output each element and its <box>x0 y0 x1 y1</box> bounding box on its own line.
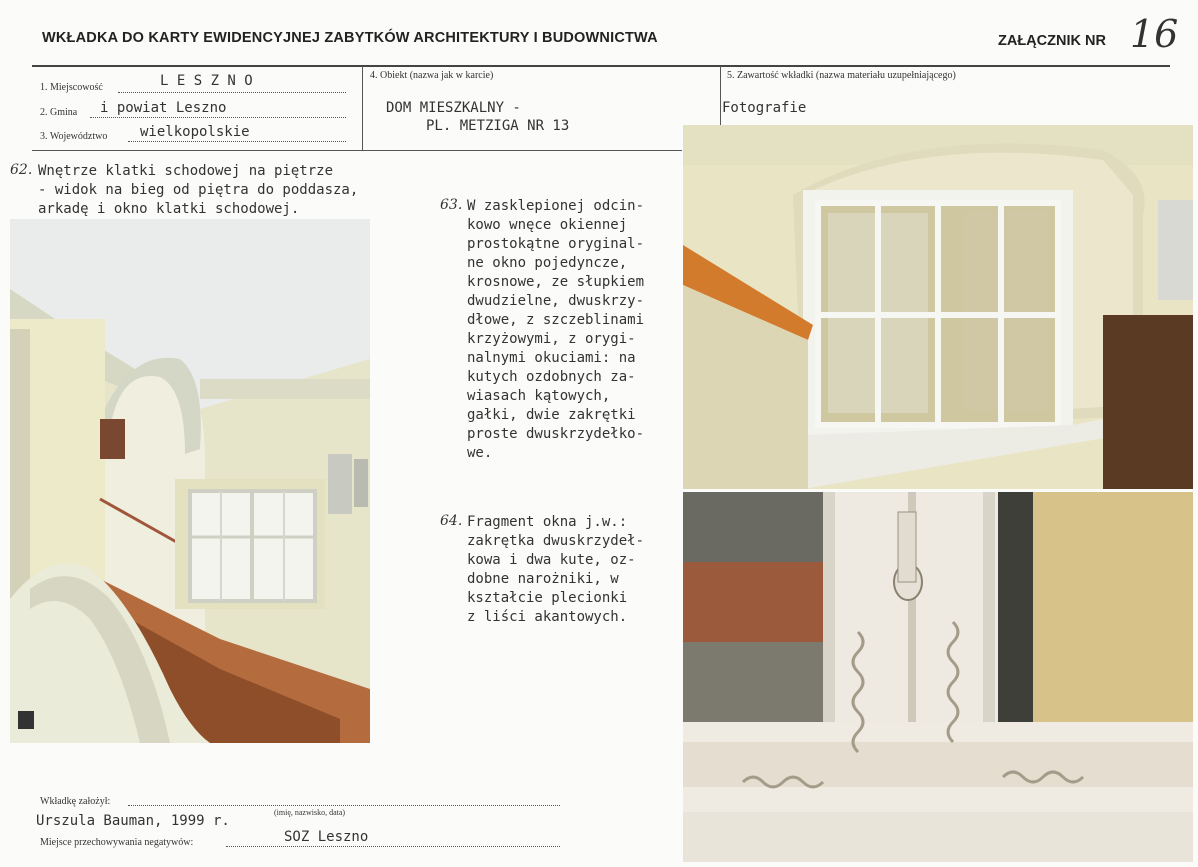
municipality-value: i powiat Leszno <box>100 100 227 116</box>
locality-dots <box>118 92 346 93</box>
locality-value: L E S Z N O <box>160 73 253 89</box>
voivodeship-dots <box>128 141 346 142</box>
object-label: 4. Obiekt (nazwa jak w karcie) <box>370 70 494 81</box>
contents-label: 5. Zawartość wkładki (nazwa materiału uzupełniającego) <box>727 70 956 81</box>
author-value: Urszula Bauman, 1999 r. <box>36 813 230 829</box>
municipality-dots <box>90 117 346 118</box>
card-title: WKŁADKA DO KARTY EWIDENCYJNEJ ZABYTKÓW ARCHITEKTURY I BUDOWNICTWA <box>42 30 658 46</box>
caption-64-number: 64. <box>440 513 463 529</box>
author-dots <box>128 805 560 806</box>
object-line-1: DOM MIESZKALNY - <box>386 100 521 116</box>
attachment-number: 16 <box>1130 12 1179 56</box>
negatives-dots <box>226 846 560 847</box>
header-rule <box>32 65 1170 67</box>
caption-62-text: Wnętrze klatki schodowej na piętrze - widok na bieg od piętra do poddasza, arkadę i okno klatki schodowej. <box>38 163 359 217</box>
municipality-label: 2. Gmina <box>40 107 78 118</box>
column-divider-1 <box>362 66 363 150</box>
caption-62-number: 62. <box>10 162 33 178</box>
fields-bottom-rule <box>32 150 682 151</box>
column-divider-2 <box>720 66 721 126</box>
attachment-label: ZAŁĄCZNIK NR <box>998 33 1106 49</box>
object-line-2: PL. METZIGA NR 13 <box>426 118 570 134</box>
negatives-label: Miejsce przechowywania negatywów: <box>40 837 194 848</box>
photo-window-niche <box>683 125 1193 489</box>
caption-63-text: W zasklepionej odcin- kowo wnęce okiennej prostokątne oryginal- ne okno pojedyncze, krosnowe, ze słupkiem dwudzielne, dwuskrzy- dłowe, z szczeblinami krzyżowymi, z orygi- nalnymi okuciami: na kutych ozdobnych za- wiasach kątowych, gałki, dwie zakrętki proste dwuskrzydełko- we. <box>467 198 645 461</box>
contents-value: Fotografie <box>722 100 807 116</box>
negatives-value: SOZ Leszno <box>284 829 369 845</box>
photo-window-detail <box>683 492 1193 862</box>
caption-64-text: Fragment okna j.w.: zakrętka dwuskrzydeł- kowa i dwa kute, oz- dobne narożniki, w kształcie plecionki z liści akantowych. <box>467 514 645 625</box>
voivodeship-label: 3. Województwo <box>40 131 108 142</box>
caption-63-number: 63. <box>440 197 463 213</box>
locality-label: 1. Miejscowość <box>40 82 103 93</box>
voivodeship-value: wielkopolskie <box>140 124 250 140</box>
author-label: Wkładkę założył: <box>40 796 111 807</box>
author-hint: (imię, nazwisko, data) <box>274 808 346 817</box>
photo-staircase <box>10 219 370 743</box>
